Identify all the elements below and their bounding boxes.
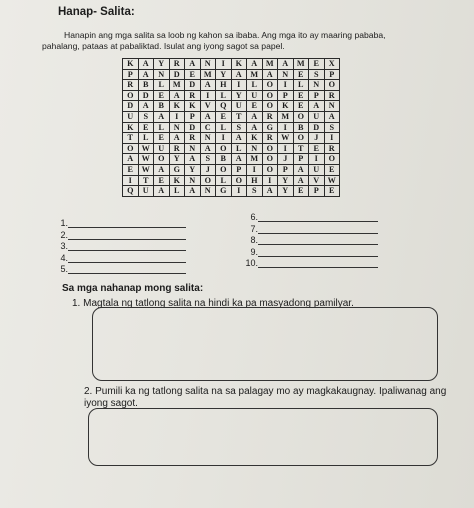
grid-cell[interactable]: U: [309, 164, 325, 175]
grid-cell[interactable]: I: [231, 186, 247, 197]
grid-cell[interactable]: M: [247, 154, 263, 165]
answer-number: 1.: [60, 218, 68, 228]
grid-cell[interactable]: I: [278, 122, 294, 133]
grid-cell[interactable]: E: [247, 101, 263, 112]
grid-cell[interactable]: K: [278, 101, 294, 112]
section-title: Sa mga nahanap mong salita:: [62, 283, 204, 294]
grid-cell[interactable]: L: [216, 90, 232, 101]
answer-line[interactable]: [68, 253, 186, 263]
grid-cell[interactable]: V: [309, 175, 325, 186]
grid-cell[interactable]: P: [185, 111, 201, 122]
grid-cell[interactable]: X: [324, 59, 340, 70]
grid-cell[interactable]: U: [247, 90, 263, 101]
worksheet-title: Hanap- Salita:: [58, 6, 135, 18]
answer-blank[interactable]: [50, 230, 186, 241]
grid-cell[interactable]: K: [123, 59, 139, 70]
grid-cell[interactable]: I: [216, 133, 232, 144]
answer-line[interactable]: [258, 224, 378, 234]
instructions: [42, 30, 454, 52]
answer-line[interactable]: [258, 247, 378, 257]
grid-cell[interactable]: D: [169, 69, 185, 80]
grid-cell[interactable]: S: [309, 69, 325, 80]
grid-cell[interactable]: O: [293, 111, 309, 122]
grid-row: [123, 111, 340, 122]
word-search-grid: [122, 58, 340, 197]
grid-row: [123, 122, 340, 133]
grid-cell[interactable]: U: [154, 143, 170, 154]
grid-row: [123, 90, 340, 101]
grid-cell[interactable]: V: [200, 101, 216, 112]
grid-cell[interactable]: E: [123, 164, 139, 175]
grid-cell[interactable]: O: [262, 101, 278, 112]
answer-blank[interactable]: [240, 258, 378, 269]
answer-blank[interactable]: [240, 224, 378, 235]
grid-cell[interactable]: A: [309, 101, 325, 112]
grid-cell[interactable]: I: [200, 90, 216, 101]
grid-row: [123, 133, 340, 144]
grid-cell[interactable]: I: [247, 164, 263, 175]
grid-cell[interactable]: E: [309, 59, 325, 70]
grid-cell[interactable]: O: [216, 164, 232, 175]
grid-cell[interactable]: K: [123, 122, 139, 133]
grid-cell[interactable]: A: [293, 175, 309, 186]
answer-number: 5.: [60, 264, 68, 275]
grid-row: [123, 101, 340, 112]
grid-cell[interactable]: D: [185, 122, 201, 133]
grid-cell[interactable]: Q: [216, 101, 232, 112]
grid-cell[interactable]: N: [324, 101, 340, 112]
grid-cell[interactable]: E: [154, 90, 170, 101]
grid-cell[interactable]: I: [216, 59, 232, 70]
grid-cell[interactable]: A: [200, 143, 216, 154]
grid-cell[interactable]: A: [262, 186, 278, 197]
grid-cell[interactable]: P: [324, 69, 340, 80]
grid-cell[interactable]: E: [185, 69, 201, 80]
grid-cell[interactable]: A: [231, 69, 247, 80]
grid-cell[interactable]: L: [231, 143, 247, 154]
grid-cell[interactable]: E: [154, 175, 170, 186]
grid-cell[interactable]: O: [123, 143, 139, 154]
grid-cell[interactable]: O: [262, 164, 278, 175]
grid-cell[interactable]: O: [200, 175, 216, 186]
grid-cell[interactable]: K: [185, 101, 201, 112]
grid-cell[interactable]: A: [169, 90, 185, 101]
grid-cell[interactable]: E: [324, 164, 340, 175]
grid-cell[interactable]: Y: [216, 69, 232, 80]
answer-number: 4.: [60, 252, 68, 263]
grid-cell[interactable]: N: [200, 133, 216, 144]
grid-cell[interactable]: N: [169, 122, 185, 133]
grid-cell[interactable]: U: [231, 101, 247, 112]
grid-cell[interactable]: O: [216, 143, 232, 154]
grid-cell[interactable]: E: [216, 111, 232, 122]
grid-cell[interactable]: T: [231, 111, 247, 122]
answer-number: 6.: [250, 212, 258, 222]
grid-cell[interactable]: M: [262, 59, 278, 70]
answer-box-1[interactable]: [92, 307, 438, 381]
grid-cell[interactable]: J: [309, 133, 325, 144]
grid-cell[interactable]: U: [309, 111, 325, 122]
grid-cell[interactable]: U: [123, 111, 139, 122]
grid-cell[interactable]: W: [278, 133, 294, 144]
grid-cell[interactable]: D: [309, 122, 325, 133]
grid-cell[interactable]: E: [293, 90, 309, 101]
question-2: 2. Pumili ka ng tatlong salita na sa palagay mo ay magkakaugnay. Ipaliwanag ang iyong sagot.: [84, 386, 447, 409]
grid-cell[interactable]: A: [278, 59, 294, 70]
grid-cell[interactable]: P: [309, 90, 325, 101]
grid-row: [123, 143, 340, 154]
answer-blank[interactable]: [240, 212, 378, 223]
grid-cell[interactable]: L: [247, 80, 263, 91]
grid-cell[interactable]: L: [293, 80, 309, 91]
grid-cell[interactable]: R: [324, 143, 340, 154]
grid-cell[interactable]: E: [154, 133, 170, 144]
grid-cell[interactable]: A: [231, 133, 247, 144]
grid-cell[interactable]: D: [138, 90, 154, 101]
grid-cell[interactable]: N: [185, 175, 201, 186]
grid-cell[interactable]: M: [247, 69, 263, 80]
answer-blank[interactable]: [50, 264, 186, 275]
answer-blank[interactable]: [240, 235, 378, 246]
grid-cell[interactable]: P: [278, 164, 294, 175]
grid-cell[interactable]: R: [169, 143, 185, 154]
grid-cell[interactable]: O: [324, 80, 340, 91]
grid-cell[interactable]: L: [169, 186, 185, 197]
grid-cell[interactable]: S: [324, 122, 340, 133]
answer-line[interactable]: [68, 218, 186, 228]
answer-number: 10.: [245, 258, 258, 269]
answer-line[interactable]: [258, 212, 378, 222]
grid-cell[interactable]: M: [200, 69, 216, 80]
grid-cell[interactable]: O: [262, 80, 278, 91]
grid-cell[interactable]: O: [324, 154, 340, 165]
grid-cell[interactable]: A: [154, 164, 170, 175]
grid-cell[interactable]: Y: [231, 90, 247, 101]
grid-cell[interactable]: I: [278, 143, 294, 154]
grid-cell[interactable]: A: [154, 111, 170, 122]
grid-cell[interactable]: P: [231, 164, 247, 175]
grid-cell[interactable]: T: [293, 143, 309, 154]
grid-cell[interactable]: S: [247, 186, 263, 197]
grid-cell[interactable]: B: [216, 154, 232, 165]
grid-cell[interactable]: R: [324, 90, 340, 101]
grid-cell[interactable]: I: [123, 175, 139, 186]
grid-cell[interactable]: Y: [185, 164, 201, 175]
grid-cell[interactable]: P: [309, 186, 325, 197]
grid-cell[interactable]: K: [231, 59, 247, 70]
grid-cell[interactable]: L: [138, 133, 154, 144]
question-1: 1. Magtala ng tatlong salita na hindi ka pa masyadong pamilyar.: [72, 298, 354, 309]
grid-cell[interactable]: U: [138, 186, 154, 197]
grid-cell[interactable]: L: [216, 175, 232, 186]
answer-line[interactable]: [68, 241, 186, 251]
grid-cell[interactable]: M: [293, 59, 309, 70]
grid-cell[interactable]: R: [185, 133, 201, 144]
grid-cell[interactable]: T: [123, 133, 139, 144]
grid-cell[interactable]: A: [123, 154, 139, 165]
grid-cell[interactable]: A: [138, 69, 154, 80]
answer-number: 7.: [250, 223, 258, 234]
grid-cell[interactable]: A: [185, 154, 201, 165]
grid-cell[interactable]: W: [138, 164, 154, 175]
grid-cell[interactable]: M: [278, 111, 294, 122]
answer-number: 8.: [250, 235, 258, 246]
grid-cell[interactable]: T: [138, 175, 154, 186]
grid-cell[interactable]: A: [185, 186, 201, 197]
grid-cell[interactable]: A: [200, 80, 216, 91]
grid-cell[interactable]: A: [231, 154, 247, 165]
grid-cell[interactable]: S: [138, 111, 154, 122]
answer-line[interactable]: [68, 230, 186, 240]
grid-cell[interactable]: B: [138, 80, 154, 91]
answer-box-2[interactable]: [88, 408, 438, 466]
grid-cell[interactable]: W: [138, 154, 154, 165]
grid-cell[interactable]: W: [324, 175, 340, 186]
grid-row: [123, 164, 340, 175]
grid-cell[interactable]: I: [231, 80, 247, 91]
grid-cell[interactable]: L: [216, 122, 232, 133]
grid-cell[interactable]: Q: [123, 186, 139, 197]
grid-cell[interactable]: E: [293, 186, 309, 197]
grid-cell[interactable]: A: [185, 59, 201, 70]
grid-cell[interactable]: N: [200, 59, 216, 70]
grid-cell[interactable]: I: [262, 175, 278, 186]
grid-cell[interactable]: E: [138, 122, 154, 133]
grid-row: [123, 59, 340, 70]
instructions-line-1: Hanapin ang mga salita sa loob ng kahon sa ibaba. Ang mga ito ay maaring pababa,: [64, 30, 386, 40]
grid-cell[interactable]: L: [154, 80, 170, 91]
grid-cell[interactable]: K: [169, 101, 185, 112]
grid-cell[interactable]: A: [200, 111, 216, 122]
answer-number: 9.: [250, 246, 258, 257]
grid-cell[interactable]: O: [293, 133, 309, 144]
grid-cell[interactable]: L: [154, 122, 170, 133]
grid-cell[interactable]: E: [293, 101, 309, 112]
answer-line[interactable]: [258, 235, 378, 245]
grid-cell[interactable]: O: [231, 175, 247, 186]
grid-cell[interactable]: A: [169, 133, 185, 144]
grid-cell[interactable]: R: [185, 90, 201, 101]
grid-cell[interactable]: H: [216, 80, 232, 91]
grid-cell[interactable]: K: [247, 133, 263, 144]
grid-cell[interactable]: P: [278, 90, 294, 101]
answer-blank[interactable]: [50, 253, 186, 264]
grid-cell[interactable]: G: [216, 186, 232, 197]
grid-cell[interactable]: P: [293, 154, 309, 165]
grid-cell[interactable]: Y: [169, 154, 185, 165]
grid-cell[interactable]: M: [169, 80, 185, 91]
grid-cell[interactable]: D: [123, 101, 139, 112]
grid-cell[interactable]: R: [123, 80, 139, 91]
grid-cell[interactable]: B: [293, 122, 309, 133]
answer-number: 3.: [60, 241, 68, 252]
grid-cell[interactable]: S: [231, 122, 247, 133]
grid-cell[interactable]: C: [200, 122, 216, 133]
grid-cell[interactable]: A: [138, 101, 154, 112]
grid-cell[interactable]: G: [262, 122, 278, 133]
grid-cell[interactable]: A: [262, 69, 278, 80]
grid-cell[interactable]: Y: [154, 59, 170, 70]
grid-cell[interactable]: K: [169, 175, 185, 186]
grid-cell[interactable]: A: [138, 59, 154, 70]
grid-row: [123, 175, 340, 186]
grid-cell[interactable]: N: [247, 143, 263, 154]
answer-line[interactable]: [68, 264, 186, 274]
grid-cell[interactable]: A: [324, 111, 340, 122]
grid-cell[interactable]: Y: [278, 186, 294, 197]
grid-cell[interactable]: O: [262, 154, 278, 165]
grid-cell[interactable]: A: [154, 186, 170, 197]
grid-cell[interactable]: P: [123, 69, 139, 80]
grid-cell[interactable]: A: [247, 111, 263, 122]
grid-cell[interactable]: I: [309, 154, 325, 165]
grid-cell[interactable]: Y: [278, 175, 294, 186]
answer-number: 2.: [60, 229, 68, 240]
grid-cell[interactable]: E: [324, 186, 340, 197]
answer-blank[interactable]: [240, 247, 378, 258]
grid-cell[interactable]: S: [200, 154, 216, 165]
grid-cell[interactable]: O: [262, 143, 278, 154]
grid-cell[interactable]: O: [123, 90, 139, 101]
grid-cell[interactable]: J: [200, 164, 216, 175]
instructions-line-2: pahalang, pataas at pabaliktad. Isulat ang iyong sagot sa papel.: [42, 41, 285, 51]
grid-cell[interactable]: E: [293, 69, 309, 80]
grid-row: [123, 69, 340, 80]
grid-cell[interactable]: N: [154, 69, 170, 80]
grid-cell[interactable]: I: [324, 133, 340, 144]
grid-cell[interactable]: W: [138, 143, 154, 154]
grid-cell[interactable]: R: [169, 59, 185, 70]
grid-cell[interactable]: H: [247, 175, 263, 186]
answer-blank[interactable]: [50, 218, 186, 229]
grid-row: [123, 154, 340, 165]
grid-row: [123, 80, 340, 91]
grid-cell[interactable]: O: [154, 154, 170, 165]
grid-cell[interactable]: J: [278, 154, 294, 165]
grid-cell[interactable]: R: [262, 111, 278, 122]
grid-row: [123, 186, 340, 197]
grid-cell[interactable]: O: [262, 90, 278, 101]
grid-cell[interactable]: A: [293, 164, 309, 175]
grid-cell[interactable]: E: [309, 143, 325, 154]
grid-cell[interactable]: N: [185, 143, 201, 154]
grid-cell[interactable]: N: [278, 69, 294, 80]
grid-cell[interactable]: N: [200, 186, 216, 197]
answer-line[interactable]: [258, 258, 378, 268]
grid-cell[interactable]: N: [309, 80, 325, 91]
grid-cell[interactable]: A: [247, 59, 263, 70]
grid-cell[interactable]: B: [154, 101, 170, 112]
answer-blank[interactable]: [50, 241, 186, 252]
grid-cell[interactable]: I: [169, 111, 185, 122]
grid-cell[interactable]: G: [169, 164, 185, 175]
grid-cell[interactable]: R: [262, 133, 278, 144]
grid-cell[interactable]: A: [247, 122, 263, 133]
grid-cell[interactable]: I: [278, 80, 294, 91]
grid-cell[interactable]: D: [185, 80, 201, 91]
